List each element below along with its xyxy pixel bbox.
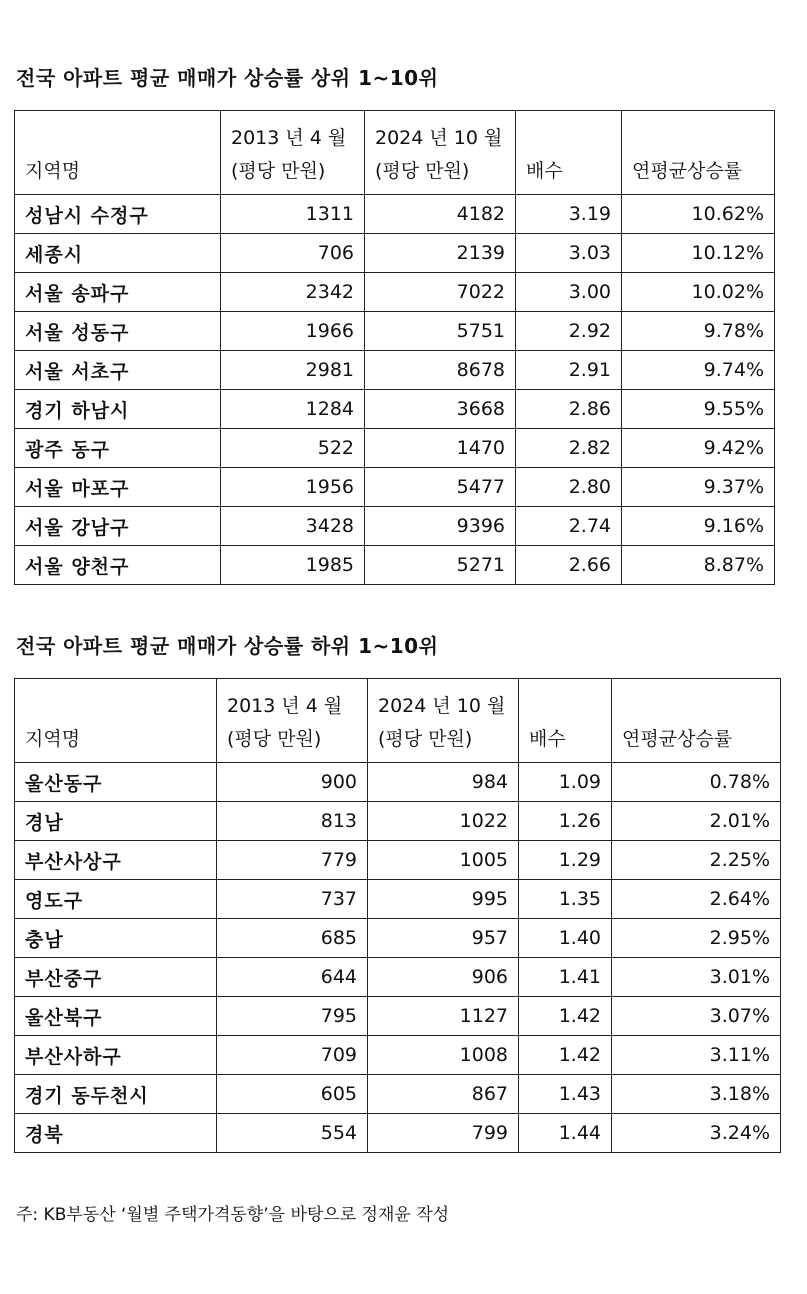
cell-cagr: 9.16% <box>622 507 775 546</box>
table-header-row <box>15 111 775 195</box>
header-2024-unit: (평당 만원) <box>375 160 470 182</box>
cell-cagr: 2.01% <box>612 802 781 841</box>
cell-2013: 706 <box>221 234 365 273</box>
cell-2013: 3428 <box>221 507 365 546</box>
table-header-row <box>15 679 781 763</box>
cell-cagr: 8.87% <box>622 546 775 585</box>
table-row <box>15 841 781 880</box>
table-row <box>15 273 775 312</box>
cell-cagr: 9.78% <box>622 312 775 351</box>
cell-2013: 554 <box>217 1114 368 1153</box>
header-region: 지역명 <box>15 679 217 763</box>
cell-2013: 1956 <box>221 468 365 507</box>
header-region: 지역명 <box>15 111 221 195</box>
cell-region: 경북 <box>15 1114 217 1153</box>
table-row <box>15 802 781 841</box>
table-row <box>15 351 775 390</box>
table-row <box>15 390 775 429</box>
cell-region: 서울 양천구 <box>15 546 221 585</box>
header-cagr: 연평균상승률 <box>622 111 775 195</box>
table-row <box>15 919 781 958</box>
cell-2024: 9396 <box>365 507 516 546</box>
cell-multiple: 2.86 <box>516 390 622 429</box>
table-row <box>15 468 775 507</box>
cell-multiple: 1.44 <box>519 1114 612 1153</box>
cell-2024: 1127 <box>368 997 519 1036</box>
cell-2013: 1985 <box>221 546 365 585</box>
header-multiple: 배수 <box>516 111 622 195</box>
cell-region: 경기 동두천시 <box>15 1075 217 1114</box>
cell-region: 부산중구 <box>15 958 217 997</box>
cell-region: 충남 <box>15 919 217 958</box>
cell-cagr: 9.37% <box>622 468 775 507</box>
cell-region: 서울 서초구 <box>15 351 221 390</box>
cell-cagr: 0.78% <box>612 763 781 802</box>
cell-2024: 799 <box>368 1114 519 1153</box>
cell-2013: 605 <box>217 1075 368 1114</box>
cell-cagr: 10.02% <box>622 273 775 312</box>
cell-cagr: 10.62% <box>622 195 775 234</box>
table-row <box>15 997 781 1036</box>
cell-region: 서울 강남구 <box>15 507 221 546</box>
cell-cagr: 3.18% <box>612 1075 781 1114</box>
cell-region: 울산동구 <box>15 763 217 802</box>
cell-2024: 867 <box>368 1075 519 1114</box>
cell-region: 서울 마포구 <box>15 468 221 507</box>
cell-2024: 957 <box>368 919 519 958</box>
cell-2024: 995 <box>368 880 519 919</box>
cell-multiple: 2.82 <box>516 429 622 468</box>
header-multiple: 배수 <box>519 679 612 763</box>
cell-2024: 5751 <box>365 312 516 351</box>
cell-2013: 813 <box>217 802 368 841</box>
cell-2013: 1311 <box>221 195 365 234</box>
header-2013-label: 2013 년 4 월 <box>227 695 343 717</box>
cell-2024: 8678 <box>365 351 516 390</box>
table-row <box>15 546 775 585</box>
table-row <box>15 763 781 802</box>
bottom-table-title: 전국 아파트 평균 매매가 상승률 하위 1~10위 <box>16 634 439 658</box>
cell-region: 서울 성동구 <box>15 312 221 351</box>
bottom10-table <box>14 678 781 1153</box>
header-2013-unit: (평당 만원) <box>231 160 326 182</box>
cell-2013: 1284 <box>221 390 365 429</box>
cell-2013: 522 <box>221 429 365 468</box>
header-2013 <box>217 679 368 763</box>
cell-cagr: 3.24% <box>612 1114 781 1153</box>
cell-2013: 644 <box>217 958 368 997</box>
cell-multiple: 2.66 <box>516 546 622 585</box>
table-row <box>15 880 781 919</box>
cell-2024: 984 <box>368 763 519 802</box>
header-2024-unit: (평당 만원) <box>378 728 473 750</box>
cell-cagr: 2.64% <box>612 880 781 919</box>
cell-region: 서울 송파구 <box>15 273 221 312</box>
header-2024 <box>368 679 519 763</box>
cell-2013: 779 <box>217 841 368 880</box>
table-row <box>15 507 775 546</box>
cell-2024: 1005 <box>368 841 519 880</box>
cell-2013: 685 <box>217 919 368 958</box>
header-2024-label: 2024 년 10 월 <box>378 695 506 717</box>
cell-cagr: 9.74% <box>622 351 775 390</box>
table-row <box>15 958 781 997</box>
cell-2024: 1008 <box>368 1036 519 1075</box>
table-row <box>15 1114 781 1153</box>
cell-2024: 7022 <box>365 273 516 312</box>
cell-2024: 4182 <box>365 195 516 234</box>
cell-region: 부산사하구 <box>15 1036 217 1075</box>
source-note: 주: KB부동산 ‘월별 주택가격동향’을 바탕으로 정재윤 작성 <box>16 1205 450 1225</box>
cell-region: 경남 <box>15 802 217 841</box>
header-cagr: 연평균상승률 <box>612 679 781 763</box>
cell-region: 성남시 수정구 <box>15 195 221 234</box>
header-2024 <box>365 111 516 195</box>
cell-2024: 1470 <box>365 429 516 468</box>
cell-multiple: 1.42 <box>519 1036 612 1075</box>
cell-multiple: 1.42 <box>519 997 612 1036</box>
cell-multiple: 2.74 <box>516 507 622 546</box>
top10-table <box>14 110 775 585</box>
cell-multiple: 1.09 <box>519 763 612 802</box>
cell-2013: 709 <box>217 1036 368 1075</box>
cell-2024: 5271 <box>365 546 516 585</box>
header-2013 <box>221 111 365 195</box>
cell-multiple: 3.03 <box>516 234 622 273</box>
cell-multiple: 2.91 <box>516 351 622 390</box>
table-row <box>15 429 775 468</box>
cell-region: 부산사상구 <box>15 841 217 880</box>
cell-2013: 2981 <box>221 351 365 390</box>
table-row <box>15 1075 781 1114</box>
cell-multiple: 3.00 <box>516 273 622 312</box>
header-2024-label: 2024 년 10 월 <box>375 127 503 149</box>
cell-2013: 1966 <box>221 312 365 351</box>
cell-region: 영도구 <box>15 880 217 919</box>
cell-multiple: 1.40 <box>519 919 612 958</box>
cell-cagr: 3.01% <box>612 958 781 997</box>
header-2013-unit: (평당 만원) <box>227 728 322 750</box>
cell-cagr: 2.95% <box>612 919 781 958</box>
cell-multiple: 1.43 <box>519 1075 612 1114</box>
cell-2024: 5477 <box>365 468 516 507</box>
cell-cagr: 3.07% <box>612 997 781 1036</box>
cell-2013: 795 <box>217 997 368 1036</box>
top-table-title: 전국 아파트 평균 매매가 상승률 상위 1~10위 <box>16 66 439 90</box>
cell-region: 울산북구 <box>15 997 217 1036</box>
cell-multiple: 1.29 <box>519 841 612 880</box>
cell-2024: 3668 <box>365 390 516 429</box>
cell-multiple: 3.19 <box>516 195 622 234</box>
cell-2013: 900 <box>217 763 368 802</box>
cell-region: 세종시 <box>15 234 221 273</box>
cell-multiple: 1.41 <box>519 958 612 997</box>
cell-2024: 2139 <box>365 234 516 273</box>
cell-2024: 1022 <box>368 802 519 841</box>
cell-2024: 906 <box>368 958 519 997</box>
cell-multiple: 2.80 <box>516 468 622 507</box>
cell-multiple: 1.35 <box>519 880 612 919</box>
cell-region: 광주 동구 <box>15 429 221 468</box>
cell-cagr: 10.12% <box>622 234 775 273</box>
cell-2013: 2342 <box>221 273 365 312</box>
table-row <box>15 195 775 234</box>
table-row <box>15 234 775 273</box>
cell-cagr: 9.42% <box>622 429 775 468</box>
cell-cagr: 9.55% <box>622 390 775 429</box>
cell-multiple: 2.92 <box>516 312 622 351</box>
cell-cagr: 2.25% <box>612 841 781 880</box>
cell-multiple: 1.26 <box>519 802 612 841</box>
cell-region: 경기 하남시 <box>15 390 221 429</box>
table-row <box>15 1036 781 1075</box>
cell-cagr: 3.11% <box>612 1036 781 1075</box>
table-row <box>15 312 775 351</box>
cell-2013: 737 <box>217 880 368 919</box>
header-2013-label: 2013 년 4 월 <box>231 127 347 149</box>
